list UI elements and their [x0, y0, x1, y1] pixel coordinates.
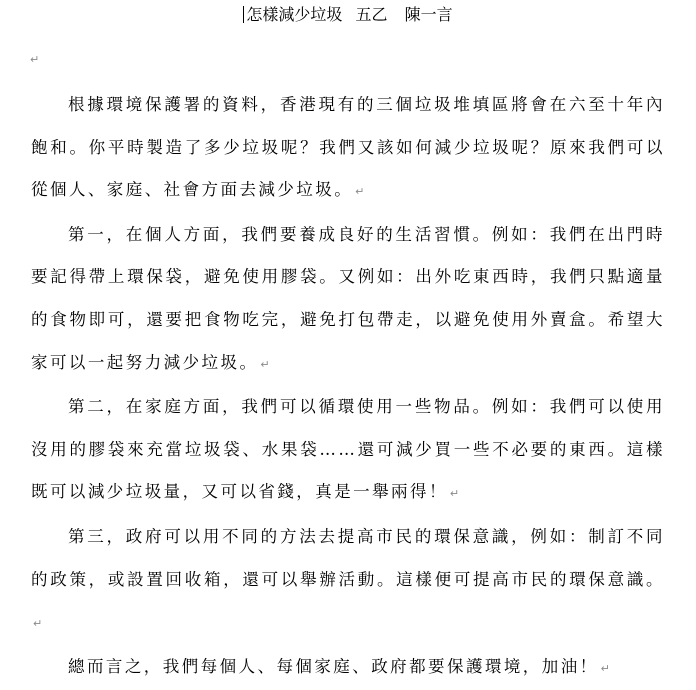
title-line — [0, 4, 696, 26]
paragraph-text: 第三，政府可以用不同的方法去提高市民的環保意識，例如：制訂不同的政策，或設置回收箱，還可以舉辦活動。這樣便可提高市民的環保意識。 — [31, 526, 665, 589]
paragraph-mark-icon: ↵ — [355, 185, 367, 199]
paragraph-text: 總而言之，我們每個人、每個家庭、政府都要保護環境，加油！ — [68, 656, 599, 676]
author-name: 陳一言 — [404, 5, 453, 24]
class-label: 五乙 — [355, 5, 388, 24]
empty-line — [28, 48, 39, 67]
paragraph-mark-icon: ↵ — [260, 357, 273, 371]
text-cursor — [243, 6, 244, 23]
paragraph — [31, 516, 665, 646]
paragraph — [31, 214, 665, 386]
paragraph-mark-icon: ↵ — [600, 661, 613, 675]
paragraph-text: 第二，在家庭方面，我們可以循環使用一些物品。例如：我們可以使用沒用的膠袋來充當垃圾袋、水果袋……還可減少買一些不必要的東西。這樣既可以減少垃圾量，又可以省錢，真是一舉兩得！ — [31, 397, 665, 502]
paragraph-text: 第一，在個人方面，我們要養成良好的生活習慣。例如：我們在出門時要記得帶上環保袋，避免使用膠袋。又例如：出外吃東西時，我們只點適量的食物即可，還要把食物吃完，避免打包帶走，以避免使用外賣盒。希望大家可以一起努力減少垃圾。 — [31, 224, 665, 372]
paragraph-text: 根據環境保護署的資料，香港現有的三個垃圾堆填區將會在六至十年內飽和。你平時製造了多少垃圾呢？我們又該如何減少垃圾呢？原來我們可以從個人、家庭、社會方面去減少垃圾。 — [31, 95, 665, 200]
paragraph-mark-icon: ↵ — [30, 53, 40, 66]
paragraph — [31, 386, 665, 516]
paragraph — [31, 646, 665, 690]
paragraph — [31, 84, 665, 214]
paragraph-mark-icon: ↵ — [33, 617, 45, 631]
document-body — [31, 84, 665, 690]
paragraph-mark-icon: ↵ — [449, 487, 462, 501]
document-title: 怎樣減少垃圾 — [246, 5, 343, 24]
